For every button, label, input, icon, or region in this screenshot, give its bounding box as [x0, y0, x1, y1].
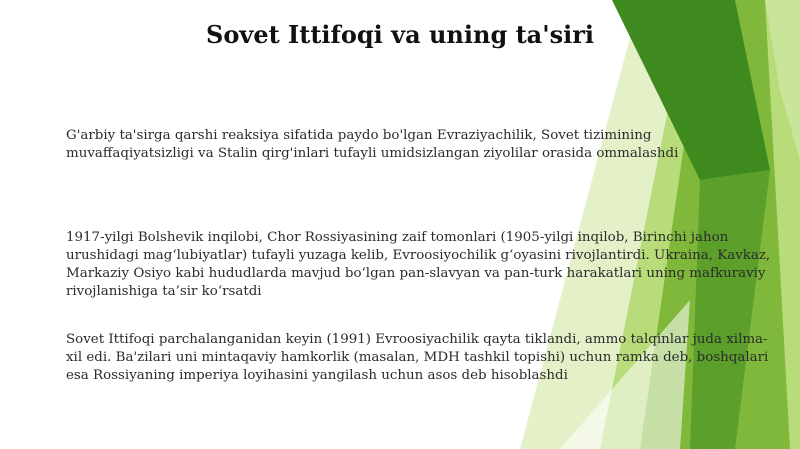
paragraph-2: 1917-yilgi Bolshevik inqilobi, Chor Rossiyasining zaif tomonlari (1905-yilgi inqilob, Birinchi jahon urushidagi mag‘lubiyatlar) tufayli yuzaga kelib, Evroosiyochilik g‘oyasini rivojlantirdi. Ukraina, Kavkaz, Markaziy Osiyo kabi hududlarda mavjud bo‘lgan pan-slavyan va pan-turk harakatlari uning mafkuraviy rivojlanishiga ta’sir ko‘rsatdi — [66, 230, 771, 299]
paragraph-1: G'arbiy ta'sirga qarshi reaksiya sifatida paydo bo'lgan Evraziyachilik, Sovet tizimining muvaffaqiyatsizligi va Stalin qirg'inlari tufayli umidsizlangan ziyolilar orasida ommalashdi — [66, 128, 679, 161]
paragraph-3: Sovet Ittifoqi parchalanganidan keyin (1991) Evroosiyachilik qayta tiklandi, ammo talqinlar juda xilma-xil edi. Ba'zilari uni mintaqaviy hamkorlik (masalan, MDH tashkil topishi) uchun ramka deb, boshqalari esa Rossiyaning imperiya loyihasini yangilash uchun asos deb hisoblashdi — [66, 332, 769, 383]
slide-title: Sovet Ittifoqi va uning ta'siri — [206, 20, 594, 49]
